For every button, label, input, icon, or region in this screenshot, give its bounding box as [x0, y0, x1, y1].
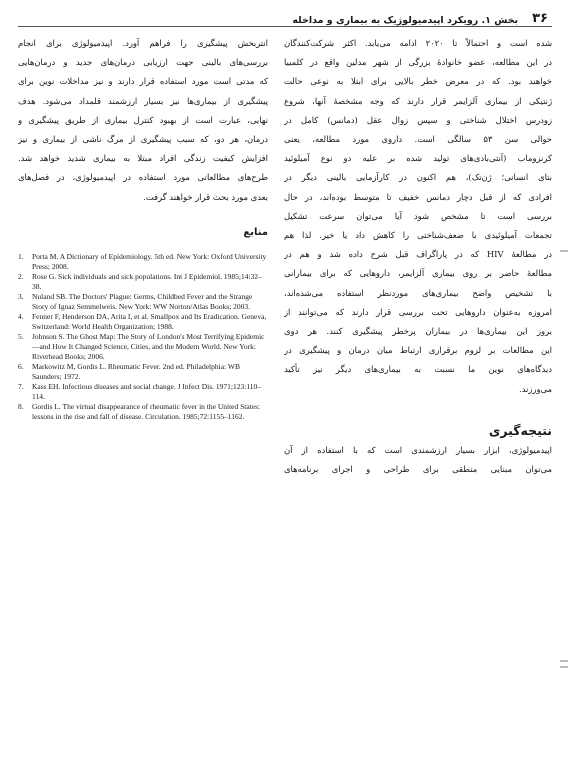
reference-item: 4. Fenner F, Henderson DA, Arita I, et al. Smallpox and Its Eradication. Geneva, Switzerland: World Health Organization; 1988. — [18, 312, 267, 332]
body-line: که مدتی است مورد استفاده قرار دارند و نیز مداخلات نوین برای — [18, 76, 268, 87]
body-line: افزایش کیفیت زندگی افراد مبتلا به بیماری شدید خواهد شد. — [18, 153, 268, 164]
body-line: پیشگیری از بیماری‌ها نیز بسیار ارزشمند قلمداد می‌شود. هدف — [18, 95, 268, 106]
reference-item: 8. Gordis L. The virtual disappearance of rheumatic fever in the United States: lessons in the rise and fall of disease. Circulation. 1985;72:1155–1162. — [18, 402, 261, 422]
conclusion-line: اپیدمیولوژی، ابزار بسیار ارزشمندی است که با استفاده از آن — [284, 444, 552, 455]
body-line: افرادی که از قبل دچار دمانس خفیف تا متوسط بوده‌اند، در حال — [284, 191, 552, 202]
reference-item: 5. Johnson S. The Ghost Map: The Story of London's Most Terrifying Epidemic—and How It Changed Science, Cities, and the Modern World. New York: Riverhead Books; 2006. — [18, 332, 265, 362]
body-line: دیدگاه‌های نوین ما نسبت به بیماری‌های دیگر نیز تأکید — [284, 364, 552, 375]
body-line: بتای انسانی؛ ژن‌تک)، هم اکنون در کارآزمایی بالینی دیگر در — [284, 172, 552, 183]
reference-item: 6. Markowitz M, Gordis L. Rheumatic Fever. 2nd ed. Philadelphia: WB Saunders; 1972. — [18, 362, 240, 382]
left-column — [18, 34, 268, 422]
body-line: بررسی‌های بالینی جهت ارزیابی درمان‌های جدید و درمان‌هایی — [18, 57, 268, 68]
body-line: در این مطالعه، عضو خانوادهٔ بزرگی از شهر مدلین واقع در کلمبیا — [284, 57, 552, 68]
body-line: بروز این بیماری‌ها در بیماران پرخطر پیشگیری کنند. هر دوی — [284, 326, 552, 337]
body-line: در مطالعهٔ HIV که در پاراگراف قبل شرح داده شد و هم در — [284, 249, 552, 260]
references-list — [18, 252, 268, 422]
body-line: بررسی است تا مشخص شود آیا می‌توان سرعت تشکیل — [284, 210, 552, 221]
scan-edge-mark — [560, 660, 568, 662]
scan-edge-mark — [560, 666, 568, 668]
reference-item: 7. Kass EH. Infectious diseases and social change. J Infect Dis. 1971;123:110–114. — [18, 382, 262, 402]
reference-item: 1. Porta M. A Dictionary of Epidemiology. 5th ed. New York: Oxford University Press; 2008. — [18, 252, 267, 272]
body-line: تجمعات آمیلوئیدی با ضعف‌شناختی را کاهش داد یا خیر. لذا هم — [284, 230, 552, 241]
reference-item: 3. Nuland SB. The Doctors' Plague: Germs, Childbed Fever and the Strange Story of Ignaz Semmelweis. New York: WW Norton/Atlas Books; 2003. — [18, 292, 253, 312]
page-number: ۳۶ — [532, 11, 548, 26]
body-line: حوالی سن ۵۳ سالگی است. داروی مورد مطالعه، یعنی — [284, 134, 552, 145]
body-line: مطالعهٔ حاضر بر روی بیماری آلزایمر، داروهایی که برای بیمارانی — [284, 268, 552, 279]
body-line: طرح‌های مطالعاتی مورد استفاده در اپیدمیولوژی، در فصل‌های — [18, 172, 268, 183]
reference-item: 2. Rose G. Sick individuals and sick populations. Int J Epidemiol. 1985;14:32–38. — [18, 272, 262, 292]
body-line: انتربخش پیشگیری را فراهم آورد. اپیدمیولوژی برای انجام — [18, 38, 268, 48]
body-line: کرنزوماب (آنتی‌بادی‌های تولید شده بر علیه دو نوع آمیلوئید — [284, 153, 552, 164]
right-column — [284, 34, 552, 479]
body-line: امروزه به‌عنوان داروهایی تحت بررسی قرار دارند که می‌توانند از — [284, 306, 552, 317]
body-line: می‌ورزند. — [519, 383, 552, 394]
body-line: بعدی مورد بحث قرار خواهند گرفت. — [143, 191, 268, 202]
conclusion-line: می‌توان مبنایی منطقی برای طراحی و اجرای برنامه‌های — [284, 464, 552, 475]
running-header — [18, 6, 552, 27]
body-line: خواهند بود. که در معرض خطر بالایی برای ابتلا به نوعی حالت — [284, 76, 552, 87]
references-title: منابع — [243, 226, 268, 238]
body-line: شده است و احتمالاً تا ۲۰۲۰ ادامه می‌یابد. اکثر شرکت‌کنندگان — [284, 38, 552, 48]
body-line: این مطالعات بر لزوم برقراری ارتباط میان درمان و پیشگیری در — [284, 345, 552, 356]
conclusion-heading: نتیجه‌گیری — [488, 422, 552, 438]
chapter-title: بخش ۱. رویکرد اپیدمیولوژیک به بیماری و مداخله — [292, 15, 519, 26]
body-line: نهایی، عبارت است از بهبود کنترل بیماری از طریق پیشگیری و — [18, 114, 268, 125]
scan-edge-mark — [560, 250, 568, 252]
body-line: با تشخیص واضح بیماری‌های موردنظر استفاده می‌شده‌اند، — [284, 287, 552, 298]
body-line: درمان، هر دو، که سبب پیشگیری از مرگ ناشی از بیماری و نیز — [18, 134, 268, 145]
body-line: زودرس اختلال شناختی و سپس زوال عقل (دمانس) کامل در — [284, 114, 552, 125]
body-line: ژنتیکی از بیماری آلزایمر قرار دارند که وجه مشخصهٔ آنها، شروع — [284, 95, 552, 106]
